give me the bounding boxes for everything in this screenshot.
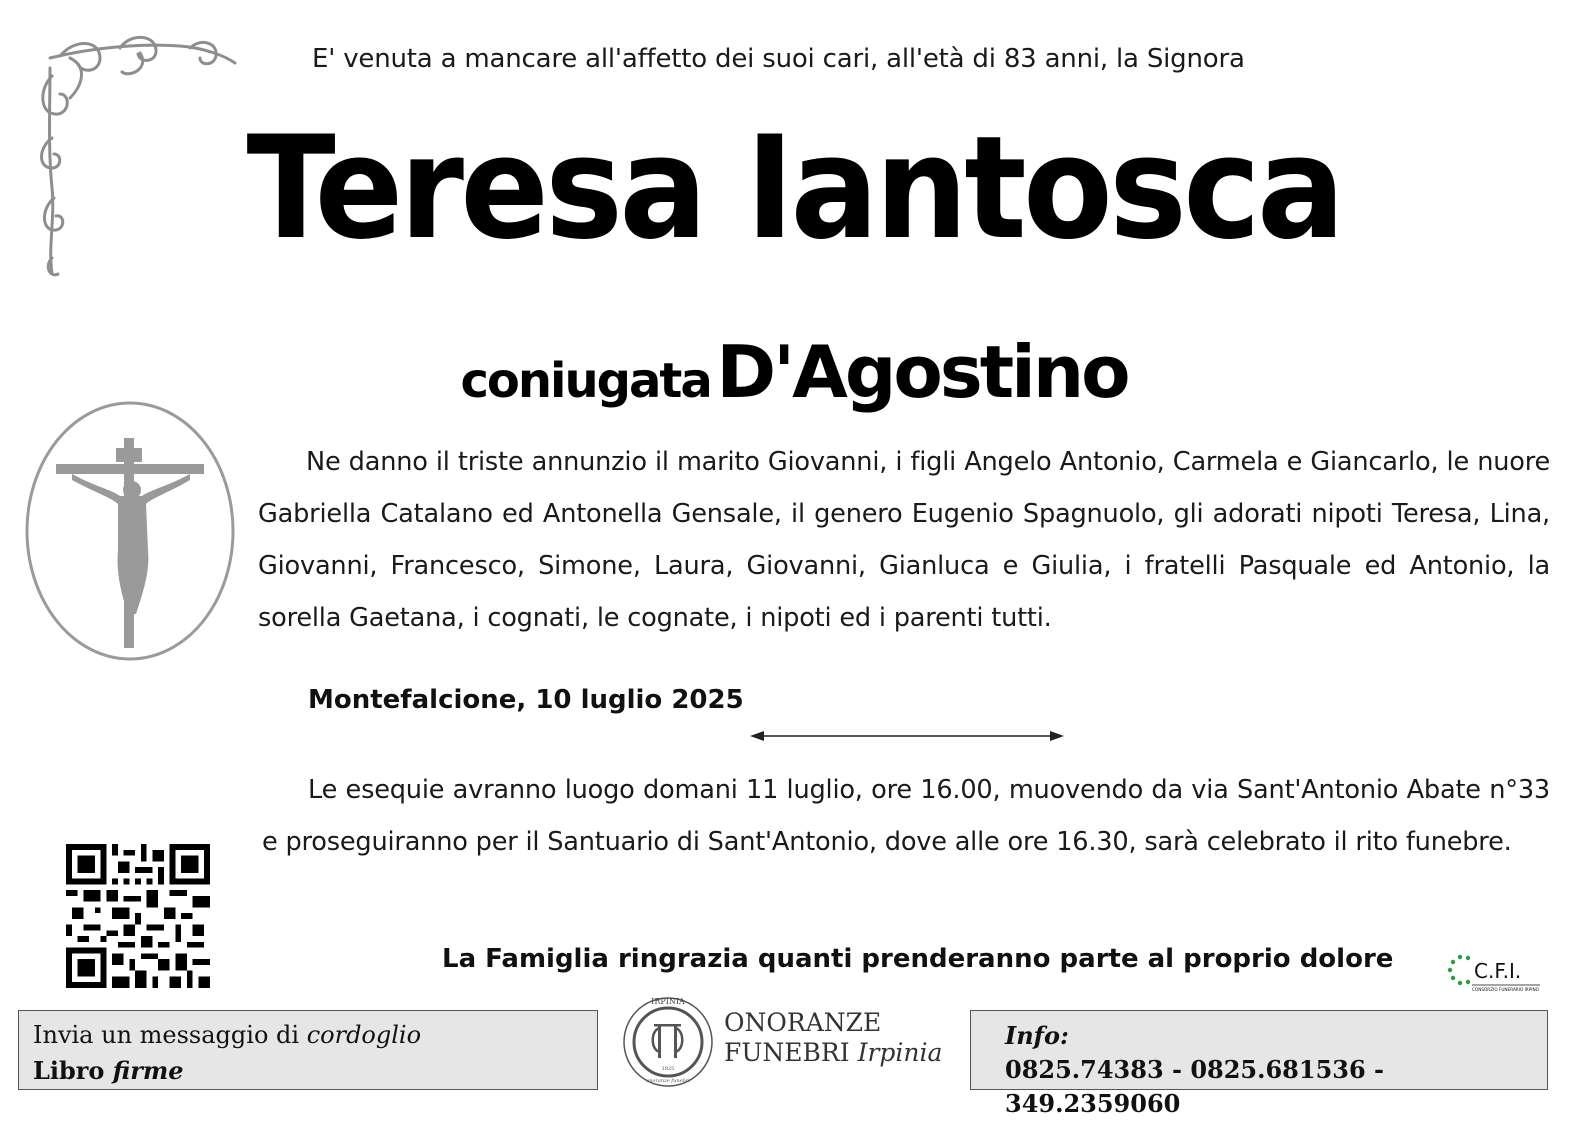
cfi-logo-text: C.F.I. xyxy=(1474,959,1522,983)
company-line-2 xyxy=(724,1038,942,1068)
married-surname: D'Agostino xyxy=(716,330,1128,414)
logo-subtitle: onoranze funebri xyxy=(646,1078,690,1084)
condolence-message-link[interactable] xyxy=(33,1017,583,1053)
info-label-text: Info: xyxy=(1005,1021,1069,1050)
deceased-name: Teresa Iantosca xyxy=(246,106,1342,271)
company-line-2-word: FUNEBRI xyxy=(724,1038,850,1067)
company-name xyxy=(724,1008,942,1068)
guest-book-label: Libro xyxy=(33,1056,113,1085)
company-logo-icon xyxy=(618,990,718,1090)
condolence-message-emph: cordoglio xyxy=(306,1021,422,1049)
logo-year: 1925 xyxy=(661,1066,675,1072)
info-box xyxy=(970,1010,1548,1118)
announcement-text: Ne danno il triste annunzio il marito Giovanni, i figli Angelo Antonio, Carmela e Giancarlo, le nuore Gabriella Catalano ed Antonella Gensale, il genero Eugenio Spagnuolo, gli adorati nipoti Teresa, Lina, Giovanni, Francesco, Simone, Laura, Giovanni, Gianluca e Giulia, i fratelli Pasquale ed Antonio, la sorella Gaetana, i cognati, le cognate, i nipoti ed i parenti tutti. xyxy=(258,447,1550,633)
phone-numbers[interactable]: 0825.74383 - 0825.681536 - 349.2359060 xyxy=(1005,1055,1384,1118)
intro-text: E' venuta a mancare all'affetto dei suoi cari, all'età di 83 anni, la Signora xyxy=(312,44,1245,74)
logo-ring-text: IRPINIA xyxy=(651,997,685,1006)
qr-code-icon[interactable] xyxy=(66,844,210,988)
married-prefix: coniugata xyxy=(460,353,711,409)
condolence-box[interactable] xyxy=(18,1010,598,1090)
crucifix-icon xyxy=(24,400,240,664)
guest-book-emph: firme xyxy=(112,1056,184,1085)
cfi-logo-icon xyxy=(1442,948,1542,996)
info-label xyxy=(1005,1019,1513,1053)
guest-book-link[interactable] xyxy=(33,1053,583,1089)
thanks-text: La Famiglia ringrazia quanti prenderanno parte al proprio dolore xyxy=(442,944,1394,974)
place-date: Montefalcione, 10 luglio 2025 xyxy=(308,685,744,715)
company-line-2-emph: Irpinia xyxy=(857,1038,943,1067)
cfi-subtitle: CONSORZIO FUNERARIO IRPINO xyxy=(1472,987,1539,992)
funeral-text: Le esequie avranno luogo domani 11 luglio, ore 16.00, muovendo da via Sant'Antonio Abate n°33 e proseguiranno per il Santuario di Sant'Antonio, dove alle ore 16.30, sarà celebrato il rito funebre. xyxy=(262,775,1550,857)
condolence-message-label: Invia un messaggio di xyxy=(33,1021,307,1049)
double-arrow-icon xyxy=(748,726,1066,746)
company-line-1: ONORANZE xyxy=(724,1008,882,1037)
